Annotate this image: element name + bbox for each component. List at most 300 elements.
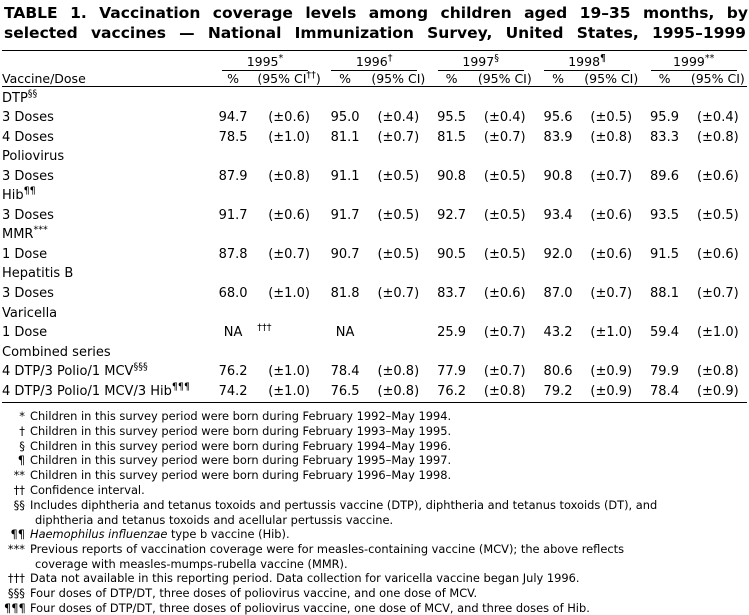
cell-value: 25.9 — [437, 325, 467, 341]
table-group-row — [2, 89, 747, 109]
cell-ci: (±0.8) — [696, 129, 739, 145]
cell-ci — [689, 265, 747, 285]
footnote-text: Haemophilus influenzae type b vaccine (Hib). — [30, 527, 290, 542]
cell-value — [534, 89, 582, 109]
cell-ci: (±0.7) — [590, 286, 633, 301]
footnote-text: Data not available in this reporting period. Data collection for varicella vaccine began July 1996. — [30, 571, 580, 586]
title-word: aged — [524, 4, 568, 22]
cell-ci — [369, 187, 427, 207]
cell-ci — [476, 343, 534, 363]
cell-ci: (±0.6) — [590, 207, 633, 223]
table-row — [2, 109, 747, 129]
year-header-1995 — [209, 54, 321, 71]
cell-ci: (±0.7) — [483, 129, 526, 145]
row-label-text: 4 Doses — [2, 129, 54, 145]
column-header-pct-1996: % — [339, 71, 351, 87]
cell-value — [640, 89, 688, 109]
table-body — [2, 50, 747, 406]
row-label-text: 3 Doses — [2, 207, 54, 223]
rule-bottom — [2, 402, 747, 406]
footnote-text: Children in this survey period were born during February 1994–May 1996. — [30, 438, 452, 453]
footnotes — [4, 409, 744, 615]
title-word: selected — [4, 23, 78, 42]
column-header-pct-1997: % — [445, 71, 458, 87]
cell-ci — [369, 226, 427, 246]
column-header-pct-1998: % — [552, 71, 564, 87]
footnote-text: Four doses of DTP/DT, three doses of poliovirus vaccine, one dose of MCV, and three doses of Hib. — [30, 600, 590, 615]
cell-ci — [369, 304, 427, 324]
table-group-row — [2, 304, 747, 324]
row-label — [2, 304, 209, 324]
year-mark-1996: † — [387, 52, 393, 64]
cell-value: 87.8 — [218, 246, 248, 262]
row-label-text: 3 Doses — [2, 168, 54, 184]
cell-ci — [582, 226, 640, 246]
cell-value: 77.9 — [437, 364, 467, 380]
cell-value: 91.7 — [330, 207, 360, 223]
cell-ci — [689, 304, 747, 324]
row-label — [2, 167, 209, 187]
cell-ci — [689, 187, 747, 207]
cell-value — [209, 187, 257, 207]
cell-ci — [689, 89, 747, 109]
cell-value: 91.1 — [330, 168, 360, 184]
cell-ci: (±0.5) — [483, 168, 526, 184]
cell-value: 93.4 — [543, 207, 573, 223]
cell-ci — [257, 89, 321, 109]
table-row — [2, 285, 747, 305]
cell-ci: (±0.6) — [590, 246, 633, 262]
cell-value — [209, 89, 257, 109]
footnote — [4, 498, 744, 512]
cell-ci — [257, 304, 321, 324]
footnote-text: Includes diphtheria and tetanus toxoids and pertussis vaccine (DTP), diphtheria and tetanus toxoids (DT), and — [30, 497, 658, 512]
title-word: — — [179, 23, 195, 42]
cell-value — [534, 343, 582, 363]
cell-ci — [582, 89, 640, 109]
year-label-1998: 1998 — [568, 53, 601, 69]
cell-value: 95.6 — [543, 110, 573, 126]
cell-ci: (±0.8) — [268, 168, 310, 184]
year-label-1999: 1999 — [673, 53, 705, 69]
footnote-marker: §§ — [13, 497, 25, 512]
cell-ci: (±0.4) — [377, 110, 420, 126]
title-word: children — [440, 4, 512, 22]
table-group-row — [2, 343, 747, 363]
cell-value — [640, 304, 688, 324]
row-label — [2, 89, 209, 109]
column-header-pct-1995: % — [227, 71, 240, 87]
column-header-pct-1999: % — [658, 71, 671, 87]
row-label — [2, 343, 209, 363]
title-word: Immunization — [294, 23, 414, 42]
cell-value: 95.5 — [437, 110, 467, 126]
cell-value — [640, 187, 688, 207]
cell-ci: (±0.5) — [483, 207, 526, 223]
table-row — [2, 382, 747, 402]
footnote-marker: § — [19, 438, 25, 453]
cell-value: 90.8 — [543, 168, 573, 184]
title-word: States, — [576, 23, 639, 42]
cell-ci — [582, 304, 640, 324]
cell-value: 90.5 — [437, 246, 467, 262]
cell-value: 90.8 — [437, 168, 467, 184]
cell-ci — [689, 226, 747, 246]
row-label-text: Hib — [2, 188, 24, 204]
cell-value: 79.9 — [650, 364, 679, 380]
footnote — [4, 453, 744, 467]
cell-value: 95.9 — [650, 110, 679, 126]
cell-ci: (±1.0) — [268, 364, 310, 380]
cell-ci — [369, 89, 427, 109]
cell-ci: (±0.8) — [590, 129, 633, 145]
cell-value: 83.7 — [437, 286, 467, 301]
year-mark-1997: § — [494, 52, 499, 64]
year-mark-1995: * — [278, 52, 284, 64]
footnote — [4, 586, 744, 600]
footnote — [4, 468, 744, 482]
row-label-text: 4 DTP/3 Polio/1 MCV/3 Hib — [2, 383, 172, 399]
cell-ci: (±0.6) — [696, 168, 739, 184]
year-header-spacer — [2, 54, 209, 71]
cell-value: 81.5 — [437, 129, 467, 145]
cell-value — [321, 89, 369, 109]
cell-ci — [257, 265, 321, 285]
cell-ci — [689, 343, 747, 363]
year-label-1997: 1997 — [462, 53, 495, 69]
row-label — [2, 382, 209, 402]
footnote-marker: *** — [7, 542, 25, 557]
footnote-text: Four doses of DTP/DT, three doses of poliovirus vaccine, and one dose of MCV. — [30, 586, 478, 601]
year-header-1999 — [640, 54, 747, 71]
cell-ci: (±0.5) — [590, 110, 633, 126]
cell-value — [321, 265, 369, 285]
title-word: TABLE — [4, 4, 58, 22]
cell-ci: (±0.9) — [590, 383, 633, 399]
page-title — [0, 0, 749, 44]
column-header-ci-1997: (95% CI) — [477, 71, 532, 87]
cell-ci — [476, 265, 534, 285]
cell-ci: (±0.7) — [696, 286, 739, 301]
cell-value — [427, 187, 475, 207]
cell-value — [640, 226, 688, 246]
table-row — [2, 206, 747, 226]
cell-ci: (±0.6) — [696, 246, 739, 262]
cell-ci — [582, 343, 640, 363]
cell-value: 94.7 — [218, 110, 248, 126]
table-row — [2, 167, 747, 187]
cell-value: 81.1 — [330, 129, 360, 145]
table-row — [2, 128, 747, 148]
row-label-text: MMR — [2, 227, 34, 243]
cell-ci — [369, 324, 427, 344]
cell-ci: (±0.7) — [268, 246, 310, 262]
column-header-ci-1996: (95% CI) — [371, 71, 426, 87]
cell-value — [209, 265, 257, 285]
cell-ci — [369, 343, 427, 363]
cell-value — [321, 187, 369, 207]
table-group-row — [2, 148, 747, 168]
title-word: Survey, — [427, 23, 493, 42]
footnote-marker: ¶¶¶ — [4, 600, 26, 615]
row-label — [2, 148, 209, 168]
row-label — [2, 109, 209, 129]
row-label — [2, 187, 209, 207]
row-label-footnote-mark: ¶¶¶ — [171, 381, 191, 393]
cell-value — [209, 148, 257, 168]
cell-value: 92.0 — [543, 246, 573, 262]
cell-ci: (±0.5) — [377, 246, 420, 262]
cell-ci: (±0.4) — [483, 110, 526, 126]
cell-ci: (±0.8) — [377, 383, 420, 399]
cell-ci: (±0.6) — [268, 110, 310, 126]
cell-value: 79.2 — [543, 383, 573, 399]
cell-ci — [369, 265, 427, 285]
title-word: by — [726, 4, 748, 22]
row-label-footnote-mark: *** — [33, 225, 48, 237]
cell-ci: (±0.7) — [483, 325, 526, 341]
cell-ci: (±0.6) — [483, 286, 526, 301]
cell-value: 95.0 — [330, 110, 360, 126]
footnote-marker: * — [19, 408, 25, 423]
footnote-marker: ††† — [7, 571, 25, 586]
cell-ci: (±0.8) — [696, 364, 739, 380]
cell-value: NA — [223, 325, 243, 341]
cell-ci: (±0.8) — [483, 383, 526, 399]
footnote — [4, 409, 744, 423]
vaccination-coverage-table — [2, 50, 747, 406]
cell-value — [640, 265, 688, 285]
title-word: 1. — [70, 4, 87, 22]
footnote — [4, 527, 744, 541]
cell-ci — [476, 226, 534, 246]
cell-value: 83.9 — [543, 129, 573, 145]
footnote-marker: ¶¶ — [10, 527, 25, 542]
cell-footnote-mark: ††† — [257, 322, 272, 334]
row-label-text: Combined series — [2, 344, 111, 360]
row-label-footnote-mark: ¶¶ — [23, 185, 36, 197]
cell-value: 92.7 — [437, 207, 467, 223]
cell-ci — [257, 187, 321, 207]
cell-ci: (±0.8) — [377, 364, 420, 380]
footnote — [4, 483, 744, 497]
cell-ci — [582, 187, 640, 207]
cell-value: 78.4 — [650, 383, 679, 399]
cell-ci: (±0.5) — [483, 246, 526, 262]
year-mark-1999: ** — [704, 52, 715, 64]
cell-value — [209, 304, 257, 324]
row-label-text: 4 DTP/3 Polio/1 MCV — [2, 364, 134, 380]
footnote-marker: † — [19, 423, 25, 438]
cell-value: 87.0 — [543, 286, 573, 301]
cell-value: 83.3 — [650, 129, 679, 145]
cell-value: 68.0 — [218, 286, 248, 301]
cell-value — [427, 89, 475, 109]
cell-value — [427, 226, 475, 246]
cell-value: 76.5 — [330, 383, 360, 399]
footnote-text: Confidence interval. — [30, 483, 145, 498]
cell-value — [321, 304, 369, 324]
cell-ci: (±1.0) — [696, 325, 739, 341]
table-row — [2, 363, 747, 383]
cell-ci — [257, 148, 321, 168]
cell-ci — [257, 343, 321, 363]
cell-ci: (±0.9) — [696, 383, 739, 399]
title-word: 19–35 — [579, 4, 631, 22]
footnote-continuation: diphtheria and tetanus toxoids and acellular pertussis vaccine. — [35, 512, 394, 527]
year-label-1996: 1996 — [355, 53, 388, 69]
table-row — [2, 245, 747, 265]
cell-value: 78.5 — [218, 129, 248, 145]
title-line-2 — [4, 24, 746, 44]
cell-value: 91.7 — [218, 207, 248, 223]
cell-value: 93.5 — [650, 207, 679, 223]
year-header-1997 — [427, 54, 533, 71]
table-group-row — [2, 187, 747, 207]
footnote-text: Children in this survey period were born during February 1993–May 1995. — [30, 423, 452, 438]
row-label-text: 1 Dose — [2, 246, 48, 262]
cell-value — [427, 304, 475, 324]
cell-value — [640, 148, 688, 168]
year-header-1996 — [321, 54, 427, 71]
cell-value: 59.4 — [650, 325, 679, 341]
row-label-text: DTP — [2, 90, 28, 106]
table-row — [2, 324, 747, 344]
row-label-text: Varicella — [2, 305, 58, 321]
cell-ci — [257, 226, 321, 246]
cell-value — [209, 226, 257, 246]
row-label-text: Poliovirus — [2, 149, 65, 165]
footnote-marker: ** — [13, 468, 25, 483]
cell-value: 78.4 — [330, 364, 360, 380]
footnote — [4, 601, 744, 615]
footnote-text: Previous reports of vaccination coverage were for measles-containing vaccine (MCV); the above reflects — [30, 542, 625, 557]
cell-ci: (±0.7) — [483, 364, 526, 380]
row-label — [2, 265, 209, 285]
cell-value: 90.7 — [330, 246, 360, 262]
cell-value: 89.6 — [650, 168, 679, 184]
cell-ci: (±0.6) — [268, 207, 310, 223]
cell-value — [534, 148, 582, 168]
title-word: National — [207, 23, 282, 42]
cell-value: 80.6 — [543, 364, 573, 380]
year-mark-1998: ¶ — [600, 52, 607, 64]
cell-ci: (±0.5) — [377, 207, 420, 223]
cell-value — [321, 343, 369, 363]
cell-value: 76.2 — [218, 364, 248, 380]
cell-value: 43.2 — [543, 325, 573, 341]
footnote-continuation: coverage with measles-mumps-rubella vaccine (MMR). — [35, 556, 348, 571]
cell-value — [534, 226, 582, 246]
row-label — [2, 206, 209, 226]
cell-value — [427, 265, 475, 285]
cell-ci — [476, 148, 534, 168]
cell-value — [534, 304, 582, 324]
cell-ci — [257, 324, 321, 344]
footnote — [4, 424, 744, 438]
title-word: 1995–1999 — [651, 23, 746, 42]
cell-ci: (±1.0) — [268, 383, 310, 399]
footnote-text: Children in this survey period were born during February 1995–May 1997. — [30, 453, 452, 468]
cell-ci: (±0.7) — [590, 168, 633, 184]
row-label-footnote-mark: §§§ — [133, 361, 148, 373]
row-label-text: Hepatitis B — [2, 266, 74, 282]
cell-ci — [369, 148, 427, 168]
cell-value — [427, 343, 475, 363]
title-word: coverage — [212, 4, 293, 22]
footnote-marker: §§§ — [7, 586, 25, 601]
title-word: vaccines — [90, 23, 166, 42]
footnote — [4, 439, 744, 453]
cell-value: 87.9 — [218, 168, 248, 184]
footnote — [4, 542, 744, 556]
cell-ci — [689, 148, 747, 168]
cell-value: 88.1 — [650, 286, 679, 301]
year-label-1995: 1995 — [246, 53, 279, 69]
title-word: United — [505, 23, 564, 42]
column-header-ci-1999: (95% CI) — [690, 71, 745, 87]
cell-ci — [476, 304, 534, 324]
cell-ci: (±1.0) — [590, 325, 633, 341]
cell-value — [321, 148, 369, 168]
cell-ci: (±0.4) — [696, 110, 739, 126]
footnote-text: Children in this survey period were born during February 1992–May 1994. — [30, 408, 452, 423]
cell-value: 91.5 — [650, 246, 679, 262]
cell-ci — [476, 187, 534, 207]
footnote-text: Children in this survey period were born during February 1996–May 1998. — [30, 468, 452, 483]
column-header-row — [2, 71, 747, 87]
cell-ci: (±1.0) — [268, 129, 310, 145]
row-label — [2, 324, 209, 344]
table-group-row — [2, 265, 747, 285]
cell-ci — [476, 89, 534, 109]
cell-value: 81.8 — [330, 286, 360, 301]
cell-value — [321, 226, 369, 246]
cell-ci: (±0.7) — [377, 129, 420, 145]
cell-ci — [582, 148, 640, 168]
row-label-footnote-mark: §§ — [27, 88, 38, 100]
title-word: among — [368, 4, 429, 22]
title-line-1 — [4, 4, 748, 24]
table-group-row — [2, 226, 747, 246]
column-header-vaccine-dose: Vaccine/Dose — [2, 71, 86, 87]
cell-value — [427, 148, 475, 168]
row-label — [2, 245, 209, 265]
cell-ci: (±0.5) — [377, 168, 420, 184]
cell-ci — [582, 265, 640, 285]
footnote-marker: †† — [13, 483, 25, 498]
cell-value — [209, 343, 257, 363]
cell-value: 76.2 — [437, 383, 467, 399]
cell-value: NA — [335, 325, 355, 341]
title-word: Vaccination — [99, 4, 201, 22]
cell-ci: (±0.7) — [377, 286, 420, 301]
title-word: levels — [305, 4, 357, 22]
row-label-text: 3 Doses — [2, 110, 54, 126]
year-header-1998 — [534, 54, 640, 71]
row-label — [2, 285, 209, 305]
cell-value: 74.2 — [218, 383, 248, 399]
footnote — [4, 571, 744, 585]
column-header-ci-1998: (95% CI) — [584, 71, 639, 87]
row-label — [2, 363, 209, 383]
cell-value — [640, 343, 688, 363]
row-label-text: 3 Doses — [2, 286, 54, 301]
column-header-ci-1995: (95% CI††) — [257, 69, 321, 87]
row-label — [2, 128, 209, 148]
title-word: months, — [642, 4, 715, 22]
cell-value — [534, 187, 582, 207]
